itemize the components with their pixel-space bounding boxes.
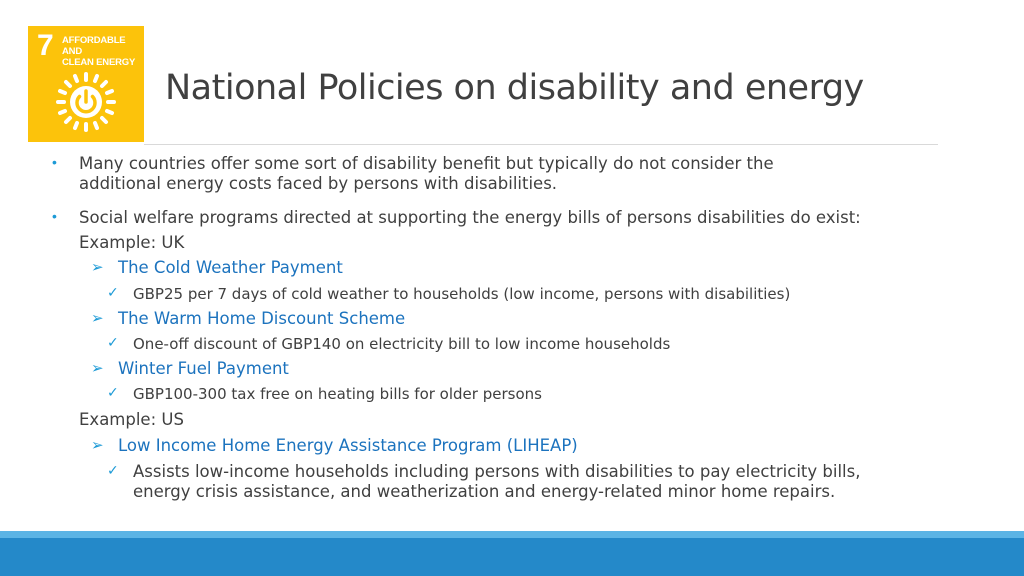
arrow-bullet-icon: ➢ <box>91 437 104 454</box>
example-us-label: Example: US <box>79 410 184 429</box>
sdg-goal-line2: CLEAN ENERGY <box>62 57 136 68</box>
check-icon: ✓ <box>107 284 119 300</box>
check-icon: ✓ <box>107 334 119 350</box>
page-title: National Policies on disability and energy <box>165 68 864 108</box>
uk-program-warm-home: The Warm Home Discount Scheme <box>118 309 406 328</box>
sun-power-icon <box>56 72 116 132</box>
uk-program-winter-fuel: Winter Fuel Payment <box>118 359 289 378</box>
uk-winter-fuel-detail: GBP100-300 tax free on heating bills for older persons <box>133 385 542 403</box>
uk-cold-weather-detail: GBP25 per 7 days of cold weather to households (low income, persons with disabilities) <box>133 285 791 303</box>
bullet-dot: • <box>52 154 57 170</box>
bullet-1-line-2: additional energy costs faced by persons with disabilities. <box>79 174 558 193</box>
us-liheap-detail-line-2: energy crisis assistance, and weatherization and energy-related minor home repairs. <box>133 482 836 501</box>
uk-warm-home-detail: One-off discount of GBP140 on electricity bill to low income households <box>133 335 671 353</box>
title-divider <box>144 144 938 145</box>
sdg7-logo <box>28 26 144 142</box>
bullet-dot: • <box>52 208 57 224</box>
arrow-bullet-icon: ➢ <box>91 259 104 276</box>
arrow-bullet-icon: ➢ <box>91 310 104 327</box>
check-icon: ✓ <box>107 384 119 400</box>
arrow-bullet-icon: ➢ <box>91 360 104 377</box>
footer-bar <box>0 538 1024 576</box>
example-uk-label: Example: UK <box>79 233 185 252</box>
sdg-goal-label <box>62 35 142 68</box>
footer-accent-stripe <box>0 531 1024 538</box>
uk-program-cold-weather: The Cold Weather Payment <box>118 258 343 277</box>
sdg-number: 7 <box>37 29 54 62</box>
bullet-2-line-1: Social welfare programs directed at supporting the energy bills of persons disabilities do exist: <box>79 208 861 227</box>
us-program-liheap: Low Income Home Energy Assistance Program (LIHEAP) <box>118 436 578 455</box>
us-liheap-detail-line-1: Assists low-income households including persons with disabilities to pay electricity bills, <box>133 462 861 481</box>
bullet-1-line-1: Many countries offer some sort of disability benefit but typically do not consider the <box>79 154 774 173</box>
sdg-goal-line1: AFFORDABLE AND <box>62 35 126 57</box>
check-icon: ✓ <box>107 462 119 478</box>
